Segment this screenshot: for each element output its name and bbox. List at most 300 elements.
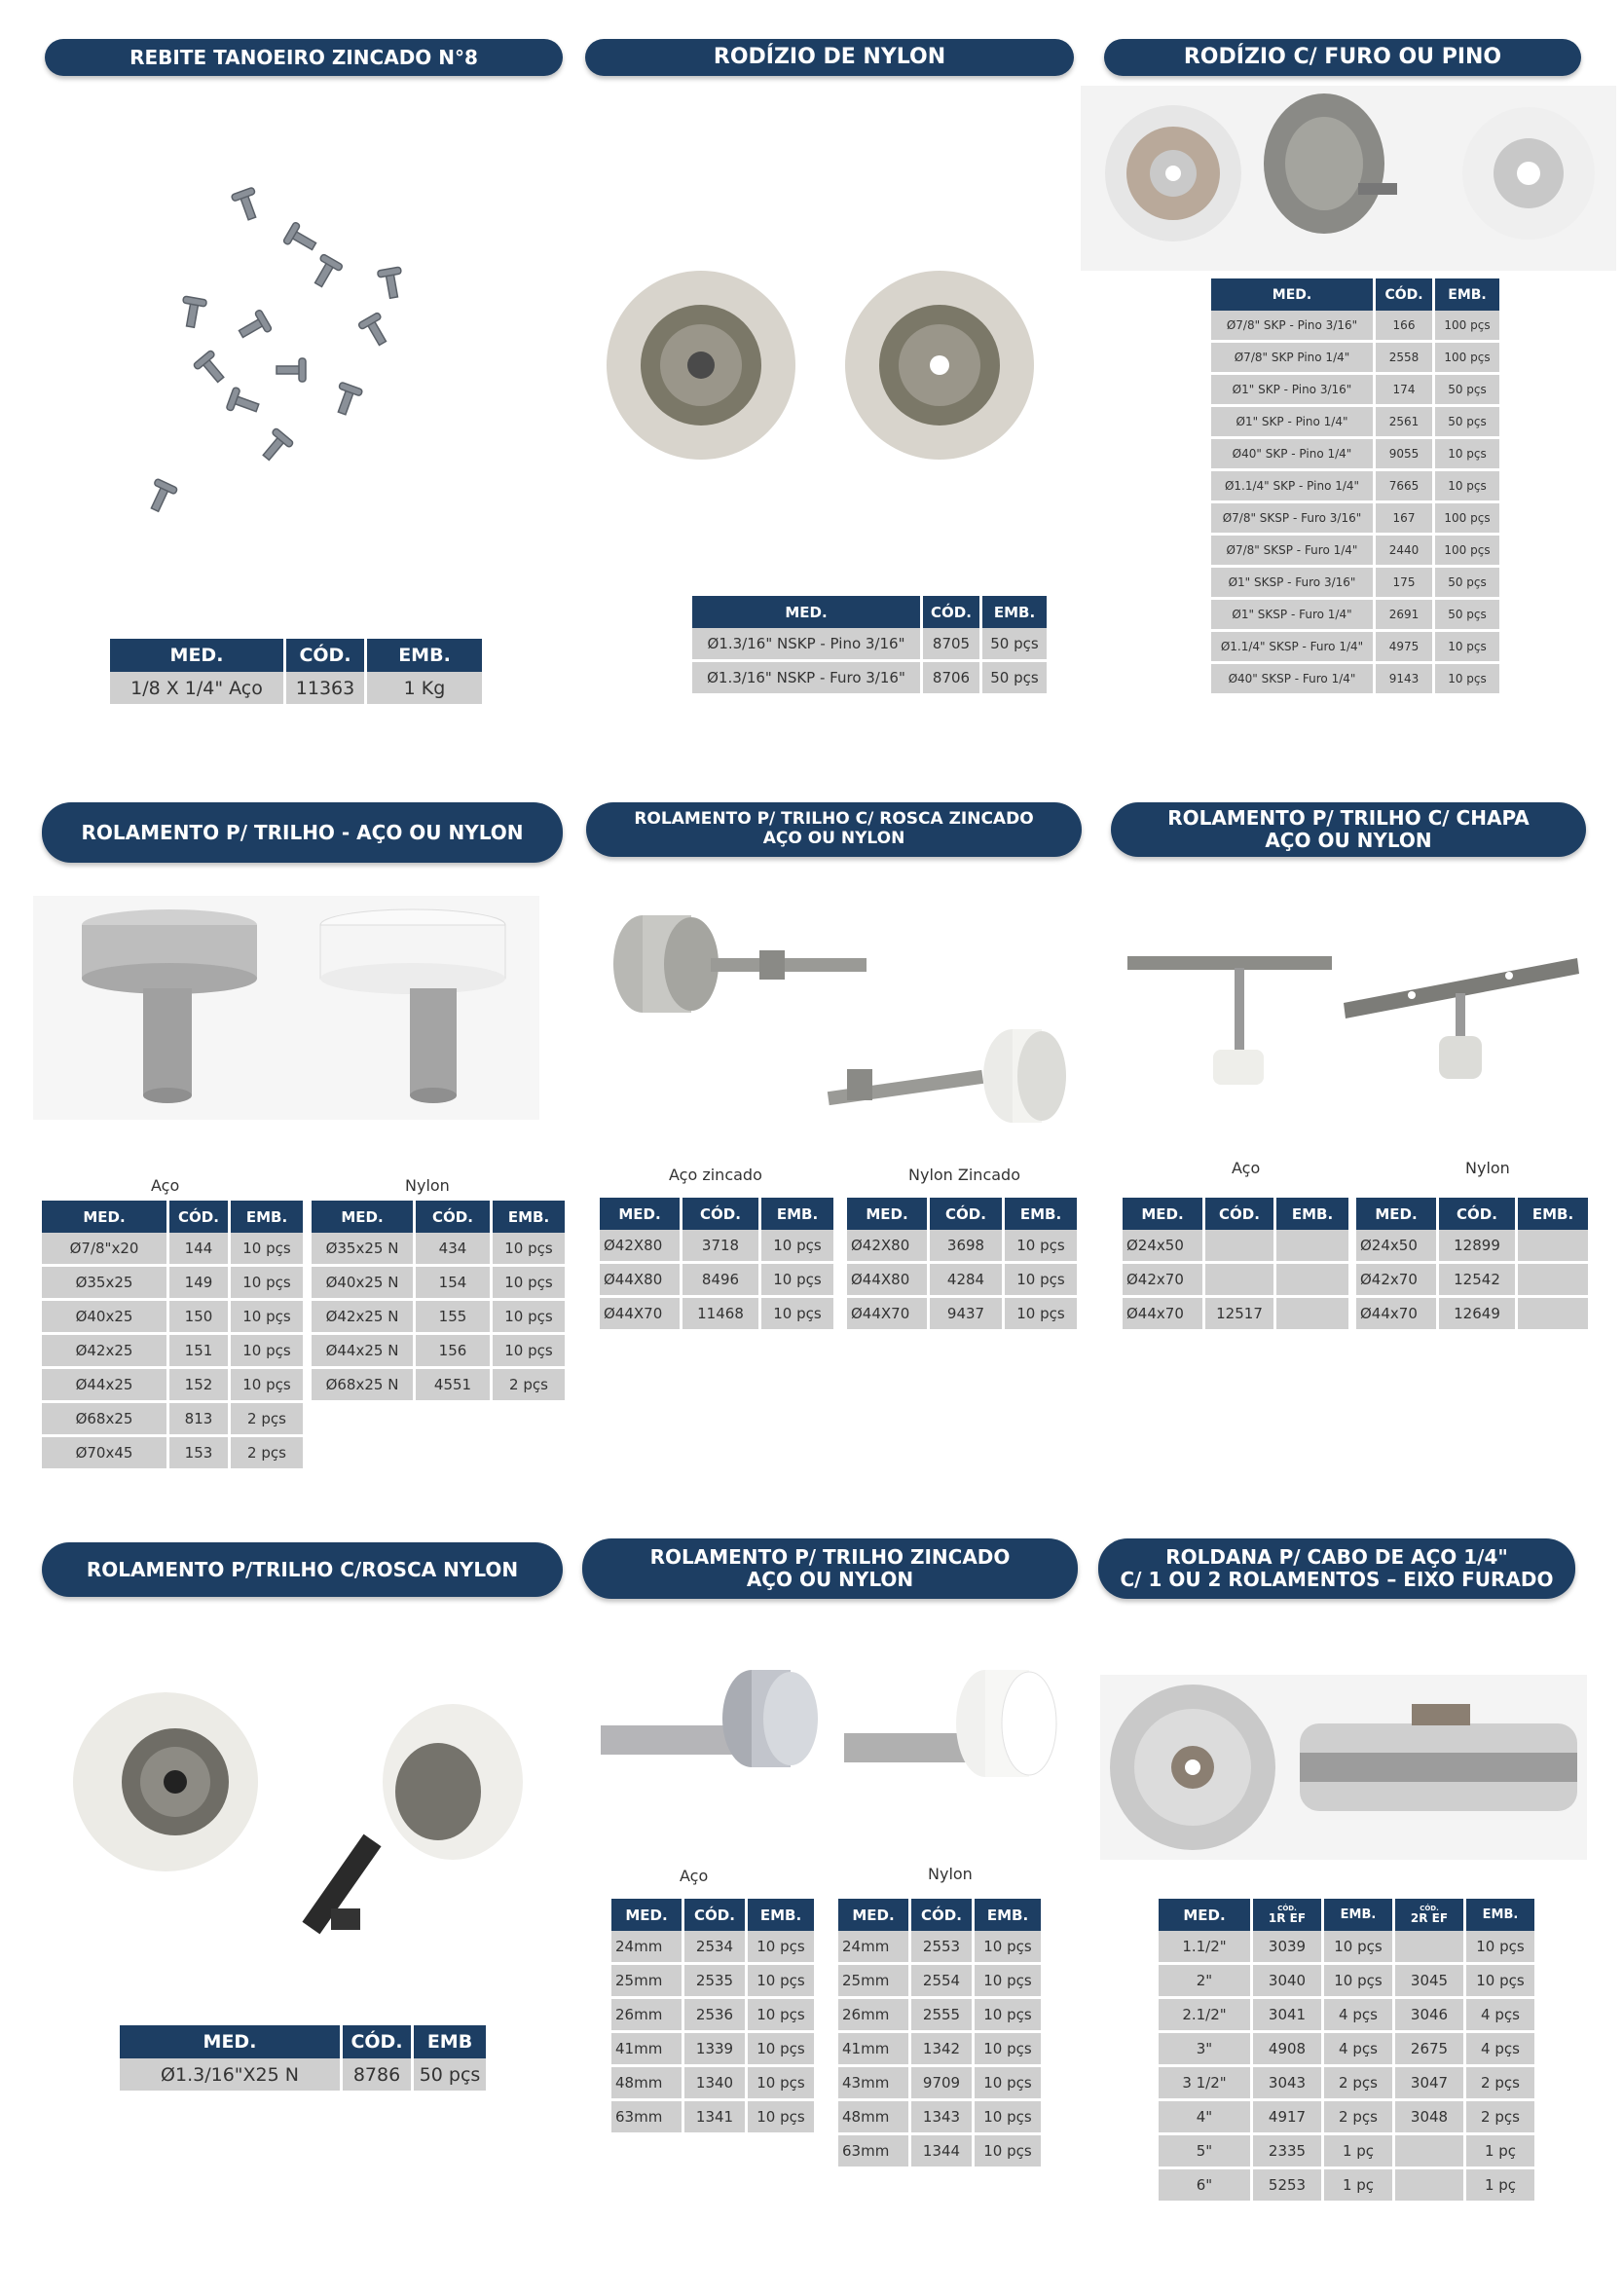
col-emb: EMB. bbox=[493, 1201, 565, 1233]
table-cell: 6" bbox=[1159, 2169, 1250, 2203]
table-cell: 25mm bbox=[838, 1965, 908, 1999]
table-row bbox=[838, 1999, 1041, 2033]
table-row bbox=[312, 1369, 565, 1403]
col-med: MED. bbox=[42, 1201, 166, 1233]
table-rosca-nylon bbox=[844, 1198, 1080, 1332]
section-title-line2: C/ 1 OU 2 ROLAMENTOS – EIXO FURADO bbox=[1120, 1568, 1554, 1591]
table-cell: 2" bbox=[1159, 1965, 1250, 1999]
table-row bbox=[838, 1931, 1041, 1965]
table-cell: 9055 bbox=[1376, 439, 1432, 471]
caption-nylon: Nylon bbox=[928, 1865, 973, 1883]
table-cell: 50 pçs bbox=[982, 662, 1047, 696]
col-med: MED. bbox=[692, 596, 920, 628]
col-med: MED. bbox=[120, 2025, 340, 2058]
table-row bbox=[1211, 343, 1499, 375]
table-cell: Ø40" SKP - Pino 1/4" bbox=[1211, 439, 1373, 471]
table-row bbox=[611, 1999, 814, 2033]
table-rosca-nylon-single bbox=[117, 2025, 489, 2093]
table-row bbox=[692, 628, 1047, 662]
col-emb: EMB. bbox=[367, 639, 482, 672]
table-cell: 41mm bbox=[611, 2033, 682, 2067]
table-cell: 3 1/2" bbox=[1159, 2067, 1250, 2101]
col-emb: EMB. bbox=[748, 1899, 814, 1931]
table-row bbox=[600, 1264, 833, 1298]
table-row bbox=[1356, 1230, 1588, 1264]
table-cell: 100 pçs bbox=[1435, 536, 1499, 568]
table-cell: 2555 bbox=[911, 1999, 972, 2033]
table-row bbox=[42, 1335, 303, 1369]
table-cell: Ø40x25 bbox=[42, 1301, 166, 1335]
table-cell: 10 pçs bbox=[748, 2033, 814, 2067]
table-row bbox=[312, 1233, 565, 1267]
col-label: 2R EF bbox=[1410, 1911, 1449, 1925]
table-cell: 154 bbox=[416, 1267, 490, 1301]
table-row bbox=[847, 1230, 1077, 1264]
table-row bbox=[1159, 1931, 1534, 1965]
table-cell: 10 pçs bbox=[1435, 471, 1499, 503]
table-cell: 2 pçs bbox=[1466, 2067, 1534, 2101]
table-cell: Ø1" SKSP - Furo 3/16" bbox=[1211, 568, 1373, 600]
rail-bearings-image bbox=[33, 896, 539, 1120]
table-row bbox=[1159, 2033, 1534, 2067]
table-row bbox=[1211, 664, 1499, 696]
table-cell: Ø7/8"x20 bbox=[42, 1233, 166, 1267]
table-cell: 2 pçs bbox=[493, 1369, 565, 1403]
caption-aco: Aço bbox=[151, 1176, 180, 1195]
table-row bbox=[1211, 600, 1499, 632]
table-row bbox=[1211, 568, 1499, 600]
rivets-image bbox=[136, 156, 467, 545]
table-cell: 153 bbox=[169, 1437, 228, 1471]
table-cell: 4 pçs bbox=[1324, 1999, 1392, 2033]
table-cell bbox=[1395, 2169, 1463, 2203]
table-cell: 10 pçs bbox=[748, 2101, 814, 2135]
col-cod: CÓD. bbox=[169, 1201, 228, 1233]
table-cell: 3040 bbox=[1253, 1965, 1321, 1999]
table-row bbox=[1211, 632, 1499, 664]
table-row bbox=[838, 2135, 1041, 2169]
cell: 50 pçs bbox=[414, 2058, 486, 2093]
table-cell: Ø68x25 N bbox=[312, 1369, 413, 1403]
cell: 11363 bbox=[286, 672, 364, 707]
table-cell: 9143 bbox=[1376, 664, 1432, 696]
zinc-rail-bearings-image bbox=[596, 1665, 1073, 1821]
col-med: MED. bbox=[1123, 1198, 1202, 1230]
table-cell: 10 pçs bbox=[975, 1999, 1041, 2033]
threaded-bearings-image bbox=[604, 906, 1081, 1129]
section-title-line1: ROLDANA P/ CABO DE AÇO 1/4" bbox=[1165, 1545, 1508, 1569]
col-med: MED. bbox=[1159, 1899, 1250, 1931]
table-cell: 24mm bbox=[838, 1931, 908, 1965]
table-cell: Ø24x50 bbox=[1123, 1230, 1202, 1264]
table-cell: 1342 bbox=[911, 2033, 972, 2067]
table-cell: Ø44X70 bbox=[847, 1298, 927, 1332]
table-row bbox=[1356, 1298, 1588, 1332]
col-cod: CÓD. bbox=[682, 1198, 758, 1230]
table-cell: 12517 bbox=[1205, 1298, 1273, 1332]
table-cell: Ø44x25 N bbox=[312, 1335, 413, 1369]
table-cell: Ø1" SKP - Pino 3/16" bbox=[1211, 375, 1373, 407]
table-cell: 10 pçs bbox=[1435, 632, 1499, 664]
section-title-text: REBITE TANOEIRO ZINCADO N°8 bbox=[129, 45, 478, 69]
table-trilho-zincado-aco bbox=[609, 1899, 817, 2135]
table-cell: 4551 bbox=[416, 1369, 490, 1403]
table-row bbox=[838, 2067, 1041, 2101]
table-cell: 12542 bbox=[1439, 1264, 1515, 1298]
table-cell: 175 bbox=[1376, 568, 1432, 600]
section-title-line1: ROLAMENTO P/ TRILHO ZINCADO bbox=[649, 1545, 1011, 1569]
table-cell: 1339 bbox=[684, 2033, 745, 2067]
table-cell: 10 pçs bbox=[975, 1931, 1041, 1965]
table-cell: 10 pçs bbox=[231, 1233, 303, 1267]
col-cod: CÓD. bbox=[343, 2025, 411, 2058]
table-cell: 8705 bbox=[923, 628, 979, 662]
nylon-threaded-image bbox=[68, 1685, 535, 1957]
section-title-rosca-zincado bbox=[586, 802, 1082, 857]
table-cell: 10 pçs bbox=[975, 2101, 1041, 2135]
col-med: MED. bbox=[1211, 278, 1373, 311]
table-row bbox=[611, 2033, 814, 2067]
table-cell: 10 pçs bbox=[975, 2067, 1041, 2101]
table-row bbox=[838, 2101, 1041, 2135]
section-title-rodizio-nylon bbox=[585, 39, 1074, 76]
table-cell: Ø7/8" SKP - Pino 3/16" bbox=[1211, 311, 1373, 343]
table-cell: 152 bbox=[169, 1369, 228, 1403]
table-cell: 9709 bbox=[911, 2067, 972, 2101]
table-cell: 5" bbox=[1159, 2135, 1250, 2169]
table-cell: 4 pçs bbox=[1324, 2033, 1392, 2067]
col-cod: CÓD. bbox=[1439, 1198, 1515, 1230]
table-cell: 3046 bbox=[1395, 1999, 1463, 2033]
table-cell: 2534 bbox=[684, 1931, 745, 1965]
table-row bbox=[838, 2033, 1041, 2067]
plate-bearings-image bbox=[1120, 935, 1587, 1100]
table-cell bbox=[1276, 1230, 1348, 1264]
table-row bbox=[1159, 2169, 1534, 2203]
section-title-line2: AÇO OU NYLON bbox=[746, 1568, 914, 1591]
table-row bbox=[1211, 536, 1499, 568]
table-cell: 10 pçs bbox=[231, 1301, 303, 1335]
table-cell: 151 bbox=[169, 1335, 228, 1369]
table-cell: 1341 bbox=[684, 2101, 745, 2135]
caption-nylon-zincado: Nylon Zincado bbox=[908, 1166, 1020, 1184]
caption-nylon: Nylon bbox=[1465, 1159, 1510, 1177]
table-cell: 25mm bbox=[611, 1965, 682, 1999]
table-cell: Ø44X80 bbox=[847, 1264, 927, 1298]
table-row bbox=[611, 1931, 814, 1965]
table-cell: Ø1.3/16" NSKP - Pino 3/16" bbox=[692, 628, 920, 662]
col-med: MED. bbox=[110, 639, 283, 672]
table-cell: Ø24x50 bbox=[1356, 1230, 1436, 1264]
table-cell: 3047 bbox=[1395, 2067, 1463, 2101]
table-cell bbox=[1518, 1230, 1588, 1264]
table-cell bbox=[1518, 1298, 1588, 1332]
table-roldana bbox=[1156, 1899, 1537, 2203]
table-cell: 1 pç bbox=[1466, 2169, 1534, 2203]
section-title-text: RODÍZIO C/ FURO OU PINO bbox=[1183, 45, 1502, 70]
table-cell: 10 pçs bbox=[761, 1298, 833, 1332]
col-emb: EMB. bbox=[975, 1899, 1041, 1931]
table-cell: 10 pçs bbox=[1466, 1931, 1534, 1965]
table-row bbox=[1211, 503, 1499, 536]
table-cell: 149 bbox=[169, 1267, 228, 1301]
col-emb: EMB. bbox=[1518, 1198, 1588, 1230]
table-rolamento-nylon bbox=[309, 1201, 568, 1403]
table-row bbox=[120, 2058, 486, 2093]
table-rodizio-nylon bbox=[689, 596, 1050, 696]
table-row bbox=[600, 1298, 833, 1332]
table-row bbox=[1159, 2135, 1534, 2169]
col-med: MED. bbox=[600, 1198, 680, 1230]
table-cell: Ø7/8" SKSP - Furo 3/16" bbox=[1211, 503, 1373, 536]
table-cell: 2.1/2" bbox=[1159, 1999, 1250, 2033]
table-row bbox=[42, 1403, 303, 1437]
table-cell: 10 pçs bbox=[1435, 664, 1499, 696]
section-title-line1: ROLAMENTO P/ TRILHO C/ ROSCA ZINCADO bbox=[634, 809, 1034, 830]
table-cell: 10 pçs bbox=[493, 1301, 565, 1335]
table-cell: 2561 bbox=[1376, 407, 1432, 439]
table-row bbox=[1211, 439, 1499, 471]
table-cell: Ø35x25 bbox=[42, 1267, 166, 1301]
table-cell: 10 pçs bbox=[493, 1335, 565, 1369]
table-cell: 4 pçs bbox=[1466, 2033, 1534, 2067]
table-chapa-nylon bbox=[1353, 1198, 1591, 1332]
col-cod: CÓD. bbox=[286, 639, 364, 672]
table-row bbox=[1211, 375, 1499, 407]
table-row bbox=[847, 1298, 1077, 1332]
table-cell: 3698 bbox=[930, 1230, 1002, 1264]
table-row bbox=[42, 1267, 303, 1301]
table-cell: 156 bbox=[416, 1335, 490, 1369]
table-trilho-zincado-nylon bbox=[835, 1899, 1044, 2169]
col-emb: EMB. bbox=[231, 1201, 303, 1233]
table-rosca-aco bbox=[597, 1198, 836, 1332]
table-cell: 2558 bbox=[1376, 343, 1432, 375]
table-cell: Ø42x25 N bbox=[312, 1301, 413, 1335]
col-cod-1r bbox=[1253, 1899, 1321, 1931]
section-title-line2: AÇO OU NYLON bbox=[762, 829, 905, 848]
col-cod: CÓD. bbox=[416, 1201, 490, 1233]
table-cell: Ø68x25 bbox=[42, 1403, 166, 1437]
table-cell bbox=[1276, 1298, 1348, 1332]
col-emb: EMB. bbox=[1005, 1198, 1077, 1230]
table-cell: 12899 bbox=[1439, 1230, 1515, 1264]
cell: 8786 bbox=[343, 2058, 411, 2093]
table-cell: Ø42x70 bbox=[1123, 1264, 1202, 1298]
pulley-image bbox=[1100, 1675, 1587, 1860]
table-cell: 3039 bbox=[1253, 1931, 1321, 1965]
table-cell bbox=[1205, 1230, 1273, 1264]
col-emb: EMB. bbox=[1435, 278, 1499, 311]
table-cell: 166 bbox=[1376, 311, 1432, 343]
table-cell: 4975 bbox=[1376, 632, 1432, 664]
table-cell: Ø1" SKSP - Furo 1/4" bbox=[1211, 600, 1373, 632]
table-cell: Ø42X80 bbox=[847, 1230, 927, 1264]
table-cell: 3048 bbox=[1395, 2101, 1463, 2135]
table-cell: 1343 bbox=[911, 2101, 972, 2135]
table-cell: 10 pçs bbox=[231, 1335, 303, 1369]
table-row bbox=[1211, 407, 1499, 439]
table-cell: 150 bbox=[169, 1301, 228, 1335]
section-title-trilho-zincado bbox=[582, 1538, 1078, 1599]
table-cell: 155 bbox=[416, 1301, 490, 1335]
table-cell: 7665 bbox=[1376, 471, 1432, 503]
table-cell: Ø7/8" SKP Pino 1/4" bbox=[1211, 343, 1373, 375]
table-cell: 10 pçs bbox=[761, 1230, 833, 1264]
table-cell: 10 pçs bbox=[231, 1267, 303, 1301]
table-cell: 3718 bbox=[682, 1230, 758, 1264]
table-cell: 100 pçs bbox=[1435, 311, 1499, 343]
table-row bbox=[1123, 1230, 1348, 1264]
table-cell: 10 pçs bbox=[975, 1965, 1041, 1999]
table-cell: 434 bbox=[416, 1233, 490, 1267]
col-emb: EMB bbox=[414, 2025, 486, 2058]
table-cell: 10 pçs bbox=[493, 1267, 565, 1301]
table-cell: 100 pçs bbox=[1435, 343, 1499, 375]
section-title-line2: AÇO OU NYLON bbox=[1265, 829, 1432, 852]
table-cell: 1 pç bbox=[1466, 2135, 1534, 2169]
table-cell: 2536 bbox=[684, 1999, 745, 2033]
table-cell: Ø1.1/4" SKSP - Furo 1/4" bbox=[1211, 632, 1373, 664]
table-row bbox=[1159, 1999, 1534, 2033]
table-cell: 100 pçs bbox=[1435, 503, 1499, 536]
table-cell: 2 pçs bbox=[1324, 2067, 1392, 2101]
col-med: MED. bbox=[838, 1899, 908, 1931]
col-cod: CÓD. bbox=[911, 1899, 972, 1931]
table-cell: 41mm bbox=[838, 2033, 908, 2067]
cell: 1/8 X 1/4" Aço bbox=[110, 672, 283, 707]
table-cell: 10 pçs bbox=[1005, 1298, 1077, 1332]
table-cell: Ø44x70 bbox=[1356, 1298, 1436, 1332]
table-cell: 1 pç bbox=[1324, 2169, 1392, 2203]
table-row bbox=[1123, 1298, 1348, 1332]
col-cod: CÓD. bbox=[684, 1899, 745, 1931]
col-emb: EMB. bbox=[1466, 1899, 1534, 1931]
table-chapa-aco bbox=[1120, 1198, 1351, 1332]
table-cell: 48mm bbox=[611, 2067, 682, 2101]
table-cell: Ø70x45 bbox=[42, 1437, 166, 1471]
col-emb: EMB. bbox=[1276, 1198, 1348, 1230]
section-title-rosca-nylon bbox=[42, 1542, 563, 1597]
table-cell: 24mm bbox=[611, 1931, 682, 1965]
cell: Ø1.3/16"X25 N bbox=[120, 2058, 340, 2093]
table-cell: 43mm bbox=[838, 2067, 908, 2101]
col-cod: CÓD. bbox=[1376, 278, 1432, 311]
table-cell: 2 pçs bbox=[1466, 2101, 1534, 2135]
table-cell: 2335 bbox=[1253, 2135, 1321, 2169]
table-rebite bbox=[107, 639, 485, 707]
table-cell: 1 pç bbox=[1324, 2135, 1392, 2169]
table-cell: 10 pçs bbox=[761, 1264, 833, 1298]
table-cell: 48mm bbox=[838, 2101, 908, 2135]
table-cell: 50 pçs bbox=[982, 628, 1047, 662]
table-cell: 10 pçs bbox=[1324, 1931, 1392, 1965]
col-med: MED. bbox=[312, 1201, 413, 1233]
cell: 1 Kg bbox=[367, 672, 482, 707]
table-cell: 8496 bbox=[682, 1264, 758, 1298]
section-title-rodizio-furo-pino bbox=[1104, 39, 1581, 76]
table-row bbox=[611, 2101, 814, 2135]
col-med: MED. bbox=[847, 1198, 927, 1230]
table-rolamento-aco bbox=[39, 1201, 306, 1471]
table-cell: 8706 bbox=[923, 662, 979, 696]
table-cell: Ø40x25 N bbox=[312, 1267, 413, 1301]
caption-aco: Aço bbox=[1232, 1159, 1261, 1177]
table-row bbox=[692, 662, 1047, 696]
table-cell: 3" bbox=[1159, 2033, 1250, 2067]
table-cell: 2675 bbox=[1395, 2033, 1463, 2067]
table-cell: 144 bbox=[169, 1233, 228, 1267]
col-emb: EMB. bbox=[1324, 1899, 1392, 1931]
table-cell: 50 pçs bbox=[1435, 407, 1499, 439]
table-cell: 10 pçs bbox=[748, 1999, 814, 2033]
table-row bbox=[110, 672, 482, 707]
table-cell: 10 pçs bbox=[1005, 1264, 1077, 1298]
table-row bbox=[42, 1233, 303, 1267]
table-cell: 2 pçs bbox=[1324, 2101, 1392, 2135]
table-cell: 50 pçs bbox=[1435, 600, 1499, 632]
table-row bbox=[600, 1230, 833, 1264]
table-cell: 4917 bbox=[1253, 2101, 1321, 2135]
table-cell: Ø1.3/16" NSKP - Furo 3/16" bbox=[692, 662, 920, 696]
table-cell: Ø7/8" SKSP - Furo 1/4" bbox=[1211, 536, 1373, 568]
col-emb: EMB. bbox=[761, 1198, 833, 1230]
section-title-chapa bbox=[1111, 802, 1586, 857]
table-cell: 10 pçs bbox=[1324, 1965, 1392, 1999]
col-sub-label: CÓD. bbox=[1277, 1905, 1297, 1912]
table-cell: 2554 bbox=[911, 1965, 972, 1999]
col-emb: EMB. bbox=[982, 596, 1047, 628]
caption-nylon: Nylon bbox=[405, 1176, 450, 1195]
table-cell: Ø42X80 bbox=[600, 1230, 680, 1264]
table-cell: 1344 bbox=[911, 2135, 972, 2169]
table-row bbox=[1159, 2101, 1534, 2135]
table-cell: Ø42x70 bbox=[1356, 1264, 1436, 1298]
table-row bbox=[1356, 1264, 1588, 1298]
table-row bbox=[1159, 1965, 1534, 1999]
table-cell: 10 pçs bbox=[1435, 439, 1499, 471]
table-cell: 3043 bbox=[1253, 2067, 1321, 2101]
table-cell: 2 pçs bbox=[231, 1403, 303, 1437]
table-cell: 63mm bbox=[611, 2101, 682, 2135]
section-title-rebite bbox=[45, 39, 563, 76]
section-title-text: RODÍZIO DE NYLON bbox=[713, 45, 946, 70]
table-cell: 4 pçs bbox=[1466, 1999, 1534, 2033]
table-row bbox=[312, 1335, 565, 1369]
table-cell: 10 pçs bbox=[1005, 1230, 1077, 1264]
table-cell: 3041 bbox=[1253, 1999, 1321, 2033]
table-cell: 10 pçs bbox=[748, 1965, 814, 1999]
table-row bbox=[611, 1965, 814, 1999]
table-row bbox=[1123, 1264, 1348, 1298]
table-cell: 2 pçs bbox=[231, 1437, 303, 1471]
table-row bbox=[611, 2067, 814, 2101]
caption-aco-zincado: Aço zincado bbox=[669, 1166, 762, 1184]
table-row bbox=[42, 1301, 303, 1335]
table-cell: Ø1" SKP - Pino 1/4" bbox=[1211, 407, 1373, 439]
table-cell: 10 pçs bbox=[231, 1369, 303, 1403]
table-cell: 10 pçs bbox=[975, 2135, 1041, 2169]
bearing-wheels-image bbox=[1081, 86, 1616, 271]
table-cell: Ø44X70 bbox=[600, 1298, 680, 1332]
table-cell: 10 pçs bbox=[493, 1233, 565, 1267]
col-med: MED. bbox=[611, 1899, 682, 1931]
table-cell: 4284 bbox=[930, 1264, 1002, 1298]
table-cell bbox=[1395, 2135, 1463, 2169]
table-cell bbox=[1276, 1264, 1348, 1298]
caption-aco: Aço bbox=[680, 1867, 709, 1885]
table-cell: 9437 bbox=[930, 1298, 1002, 1332]
